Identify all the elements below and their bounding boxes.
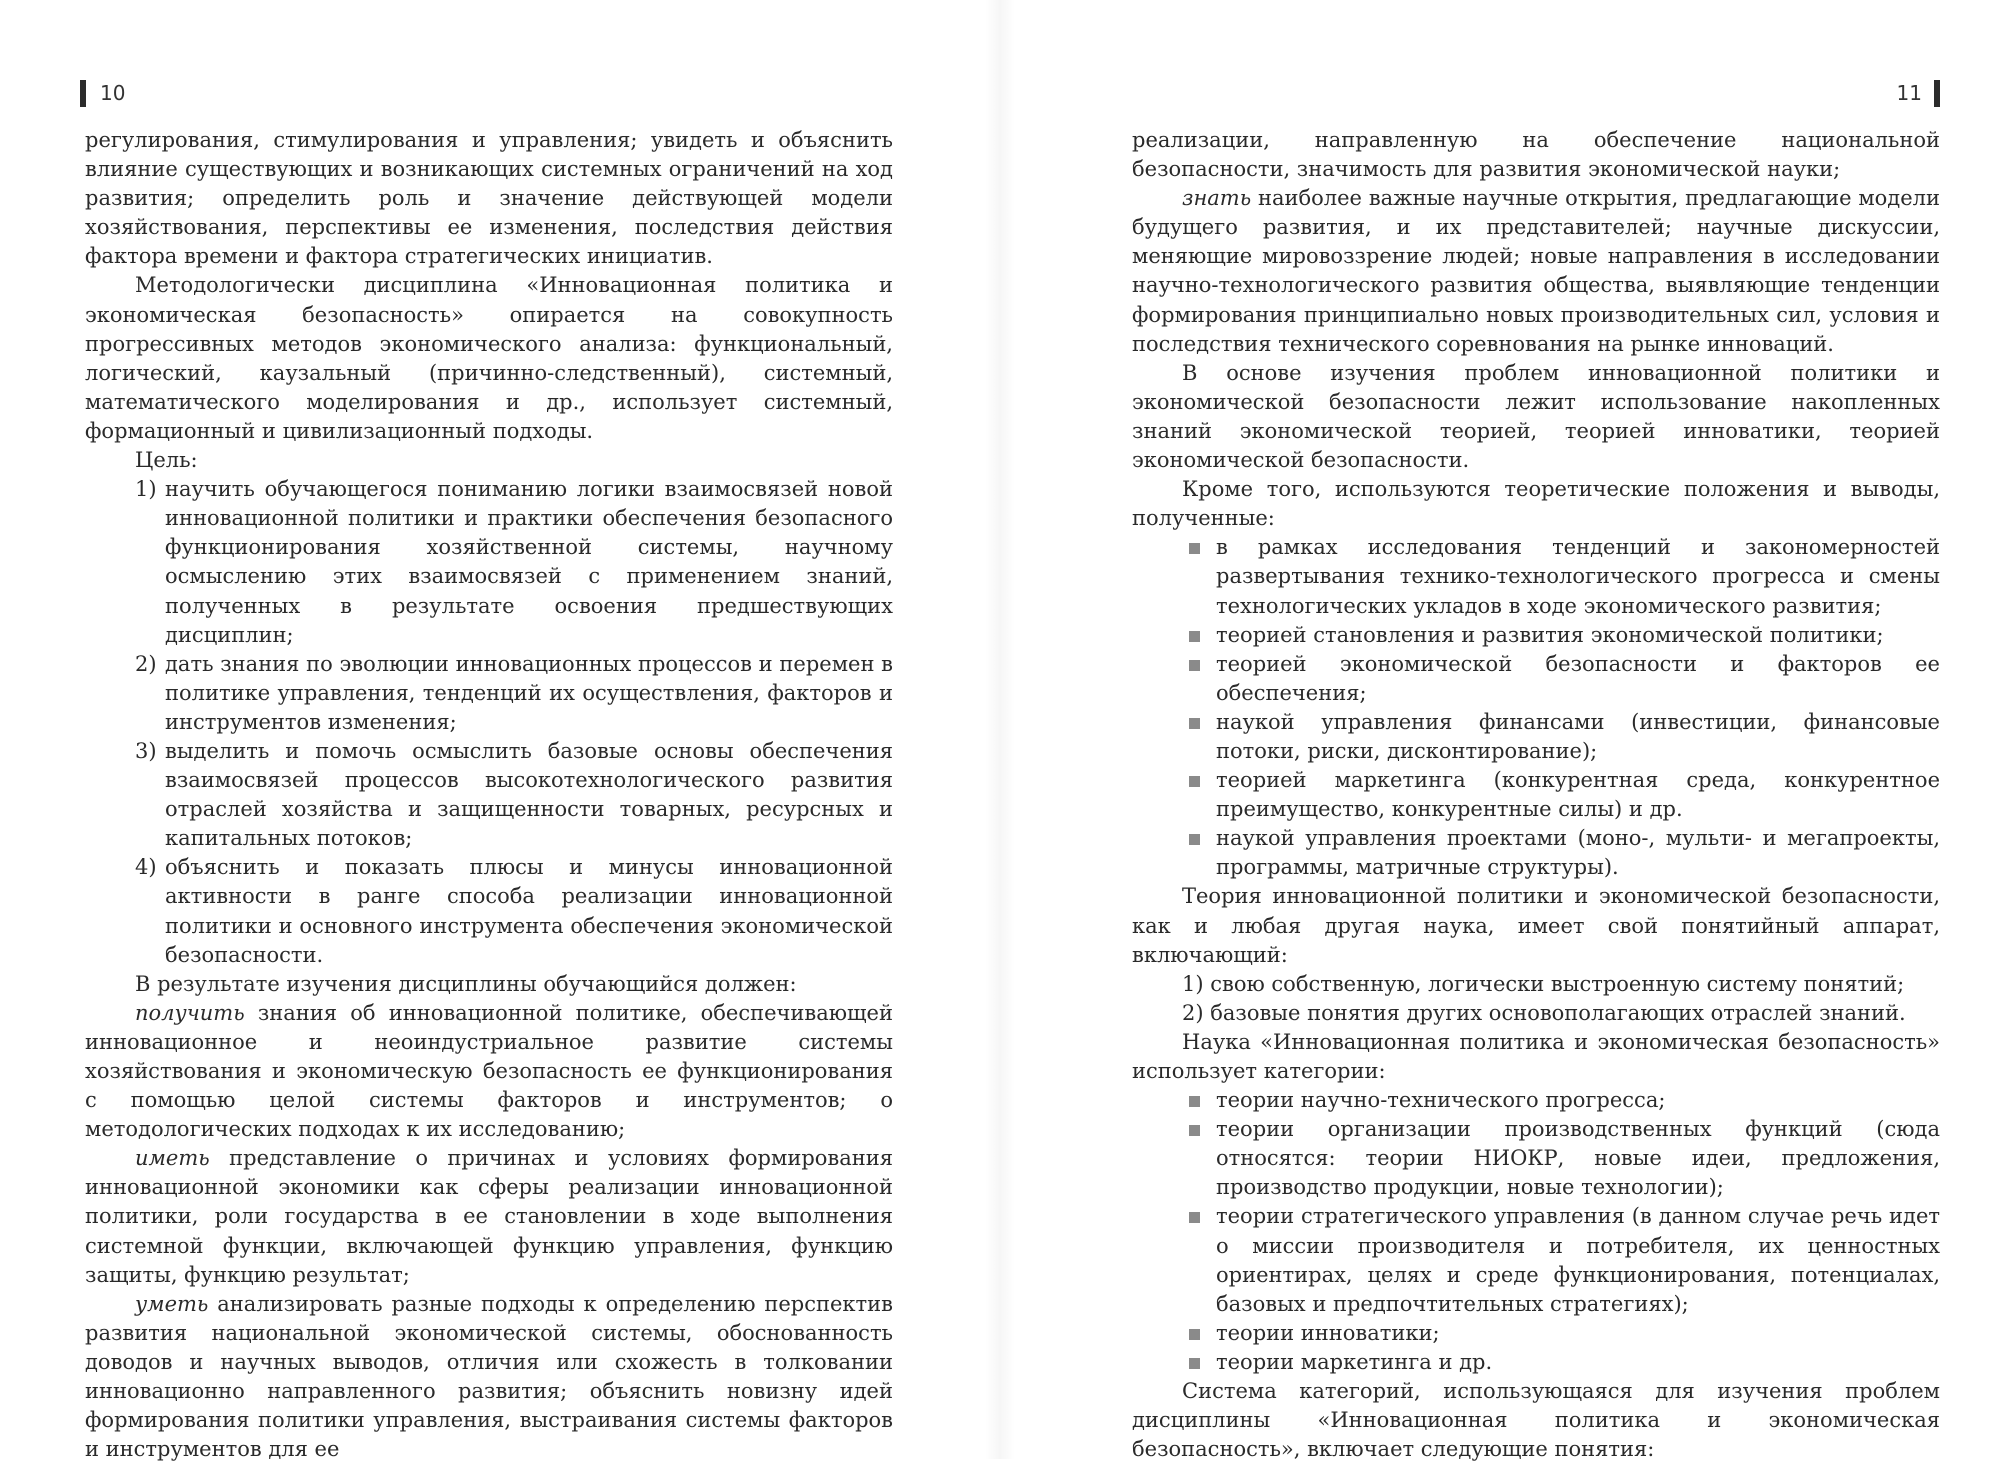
bullet-square-icon [1189, 1096, 1200, 1107]
term-emphasis: получить [135, 1000, 245, 1025]
list-item [1132, 1348, 1940, 1377]
bullet-square-icon [1189, 543, 1200, 554]
list-item [1132, 621, 1940, 650]
list-item [1132, 650, 1940, 708]
right-page [1000, 0, 2000, 1462]
list-number: 1) [135, 477, 157, 502]
list-item [1132, 824, 1940, 882]
list-item-text: дать знания по эволюции инновационных процессов и перемен в политике управления, тенденций их осуществления, факторов и инструментов изменения; [165, 651, 893, 734]
list-item [85, 650, 893, 737]
goal-heading: Цель: [135, 448, 198, 473]
bullet-square-icon [1189, 834, 1200, 845]
paragraph [1132, 184, 1940, 359]
paragraph: Наука «Инновационная политика и экономическая безопасность» использует категории: [1132, 1029, 1940, 1083]
paragraph [85, 999, 893, 1144]
list-item [85, 475, 893, 650]
bullet-square-icon [1189, 631, 1200, 642]
goals-list [85, 475, 893, 970]
list-item-text: выделить и помочь осмыслить базовые основы обеспечения взаимосвязей процессов высокотехнологического развития отраслей хозяйства и защищенности товарных, ресурсных и капитальных потоков; [165, 738, 893, 851]
bullet-list [1132, 1086, 1940, 1377]
list-item [1132, 766, 1940, 824]
term-emphasis: иметь [135, 1146, 210, 1171]
paragraph: В основе изучения проблем инновационной политики и экономической безопасности лежит использование накопленных знаний экономической теорией, теорией инноватики, теорией экономической безопасности. [1132, 360, 1940, 473]
paragraph: 1) свою собственную, логически выстроенную систему понятий; [1182, 971, 1905, 996]
paragraph: реализации, направленную на обеспечение национальной безопасности, значимость для развития экономической науки; [1132, 128, 1940, 182]
list-item-text: теории инноватики; [1216, 1320, 1440, 1345]
folio-bar [80, 80, 86, 107]
paragraph: Кроме того, используются теоретические положения и выводы, полученные: [1132, 477, 1940, 531]
page-number-text: 10 [100, 81, 126, 105]
paragraph: Система категорий, использующаяся для изучения проблем дисциплины «Инновационная политика и экономическая безопасность», включает следующие понятия: [1132, 1379, 1940, 1462]
list-number: 3) [135, 738, 157, 763]
paragraph [85, 1290, 893, 1464]
folio-bar [1934, 80, 1940, 107]
term-text: наиболее важные научные открытия, предлагающие модели будущего развития, и их представителей; научные дискуссии, меняющие мировоззрение людей; новые направления в исследовании научно-технологического развития общества, выявляющие тенденции формирования принципиально новых производительных сил, условия и последствия технического соревнования на рынке инноваций. [1132, 186, 1940, 356]
bullet-square-icon [1189, 1329, 1200, 1340]
paragraph: 2) базовые понятия других основополагающих отраслей знаний. [1182, 1000, 1906, 1025]
bullet-square-icon [1189, 718, 1200, 729]
term-text: представление о причинах и условиях формирования инновационной экономики как сферы реализации инновационной политики, роли государства в ее становлении в ходе выполнения системной функции, включающей функцию управления, функцию защиты, функцию результат; [85, 1146, 893, 1287]
list-item-text: наукой управления финансами (инвестиции, финансовые потоки, риски, дисконтирование); [1216, 709, 1940, 763]
list-number: 4) [135, 855, 157, 880]
left-body-text [85, 126, 893, 1464]
list-item [1132, 1086, 1940, 1115]
term-text: анализировать разные подходы к определению перспектив развития национальной экономической системы, обоснованность доводов и научных выводов, отличия или схожесть в толковании инновационно направленного развития; объяснить новизну идей формирования политики управления, выстраивания системы факторов и инструментов для ее [85, 1291, 893, 1462]
bullet-square-icon [1189, 1212, 1200, 1223]
bullet-list [1132, 533, 1940, 882]
left-page [0, 0, 1000, 1462]
page-number-text: 11 [1896, 81, 1922, 105]
list-number: 2) [135, 651, 157, 676]
list-item [1132, 533, 1940, 620]
page-number-left [80, 80, 125, 107]
list-item-text: теории научно-технического прогресса; [1216, 1088, 1666, 1113]
list-item [85, 737, 893, 853]
list-item-text: теорией становления и развития экономической политики; [1216, 622, 1884, 647]
list-item-text: в рамках исследования тенденций и закономерностей развертывания технико-технологического прогресса и смены технологических укладов в ходе экономического развития; [1216, 535, 1940, 618]
right-body-text [1132, 126, 1940, 1464]
paragraph [85, 1144, 893, 1289]
page-number-right [1897, 80, 1940, 107]
list-item-text: теории организации производственных функций (сюда относятся: теории НИОКР, новые идеи, предложения, производство продукции, новые технологии); [1216, 1117, 1940, 1200]
bullet-square-icon [1189, 660, 1200, 671]
paragraph: регулирования, стимулирования и управления; увидеть и объяснить влияние существующих и возникающих системных ограничений на ход развития; определить роль и значение действующей модели хозяйствования, перспективы ее изменения, последствия действия фактора времени и фактора стратегических инициатив. [85, 128, 893, 269]
term-text: знания об инновационной политике, обеспечивающей инновационное и неоиндустриальное развитие системы хозяйствования и экономическую безопасность ее функционирования с помощью целой системы факторов и инструментов; о методологических подходах к их исследованию; [85, 1000, 893, 1142]
list-item-text: объяснить и показать плюсы и минусы инновационной активности в ранге способа реализации инновационной политики и основного инструмента обеспечения экономической безопасности. [165, 855, 893, 967]
list-item [1132, 1319, 1940, 1348]
list-item [1132, 1202, 1940, 1318]
term-emphasis: уметь [135, 1291, 209, 1316]
list-item-text: теорией маркетинга (конкурентная среда, конкурентное преимущество, конкурентные силы) и др. [1216, 768, 1940, 822]
list-item-text: теорией экономической безопасности и факторов ее обеспечения; [1216, 651, 1940, 705]
paragraph: В результате изучения дисциплины обучающийся должен: [135, 971, 797, 996]
list-item-text: теории стратегического управления (в данном случае речь идет о миссии производителя и потребителя, их ценностных ориентирах, целях и среде функционирования, потенциалах, базовых и предпочтительных стратегиях); [1216, 1204, 1940, 1316]
term-emphasis: знать [1182, 186, 1252, 211]
list-item [1132, 1115, 1940, 1202]
list-item-text: теории маркетинга и др. [1216, 1349, 1493, 1374]
bullet-square-icon [1189, 1125, 1200, 1136]
list-item-text: научить обучающегося пониманию логики взаимосвязей новой инновационной политики и практики обеспечения безопасного функционирования хозяйственной системы, научному осмыслению этих взаимосвязей с применением знаний, полученных в результате освоения предшествующих дисциплин; [165, 477, 893, 647]
bullet-square-icon [1189, 776, 1200, 787]
paragraph: Методологически дисциплина «Инновационная политика и экономическая безопасность» опирается на совокупность прогрессивных методов экономического анализа: функциональный, логический, каузальный (причинно-следственный), системный, математического моделирования и др., использует системный, формационный и цивилизационный подходы. [85, 273, 893, 443]
paragraph: Теория инновационной политики и экономической безопасности, как и любая другая наука, имеет свой понятийный аппарат, включающий: [1132, 884, 1940, 967]
list-item [1132, 708, 1940, 766]
bullet-square-icon [1189, 1358, 1200, 1369]
list-item-text: наукой управления проектами (моно-, мульти- и мегапроекты, программы, матричные структуры). [1216, 826, 1940, 880]
list-item [85, 853, 893, 969]
